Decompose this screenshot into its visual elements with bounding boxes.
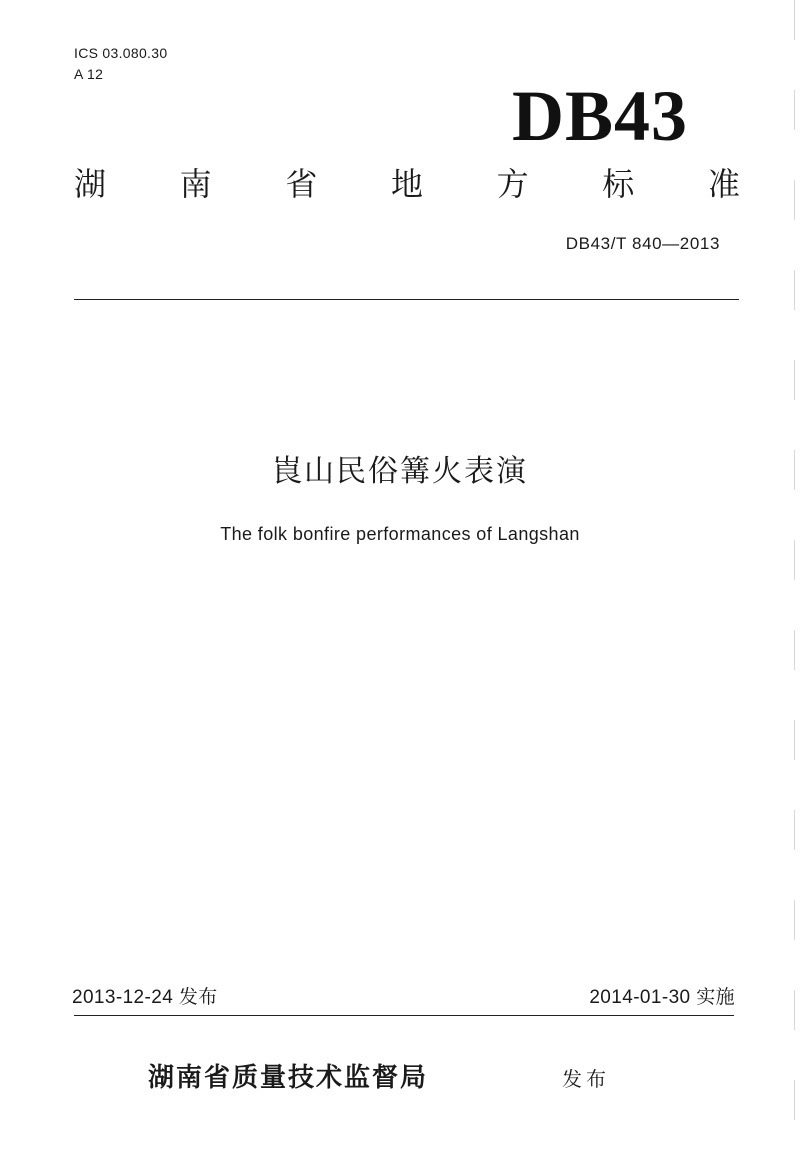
standard-type-heading bbox=[74, 160, 740, 208]
issue-date: 2013-12-24 发布 bbox=[72, 987, 218, 1008]
standard-type-char: 标 bbox=[602, 165, 635, 203]
issuing-authority: 湖南省质量技术监督局 bbox=[148, 1063, 429, 1093]
standard-type-char: 省 bbox=[285, 165, 318, 203]
standard-type-char: 地 bbox=[390, 165, 423, 203]
standard-type-char: 准 bbox=[707, 165, 740, 203]
standard-type-char: 南 bbox=[179, 165, 212, 203]
ics-code: ICS 03.080.30 bbox=[74, 45, 168, 61]
scan-edge-decoration bbox=[794, 0, 795, 1162]
db-standard-mark: DB43 bbox=[512, 76, 689, 156]
implementation-date: 2014-01-30 实施 bbox=[589, 987, 735, 1008]
title-english: The folk bonfire performances of Langshan bbox=[220, 524, 580, 544]
header-divider bbox=[74, 299, 739, 300]
standard-type-char: 方 bbox=[496, 165, 529, 203]
standard-type-char: 湖 bbox=[74, 165, 107, 203]
title-chinese: 崀山民俗篝火表演 bbox=[272, 454, 528, 489]
footer-divider bbox=[74, 1015, 734, 1016]
issued-label: 发布 bbox=[562, 1067, 610, 1091]
ccs-code: A 12 bbox=[74, 66, 104, 82]
standard-number: DB43/T 840—2013 bbox=[565, 234, 720, 253]
